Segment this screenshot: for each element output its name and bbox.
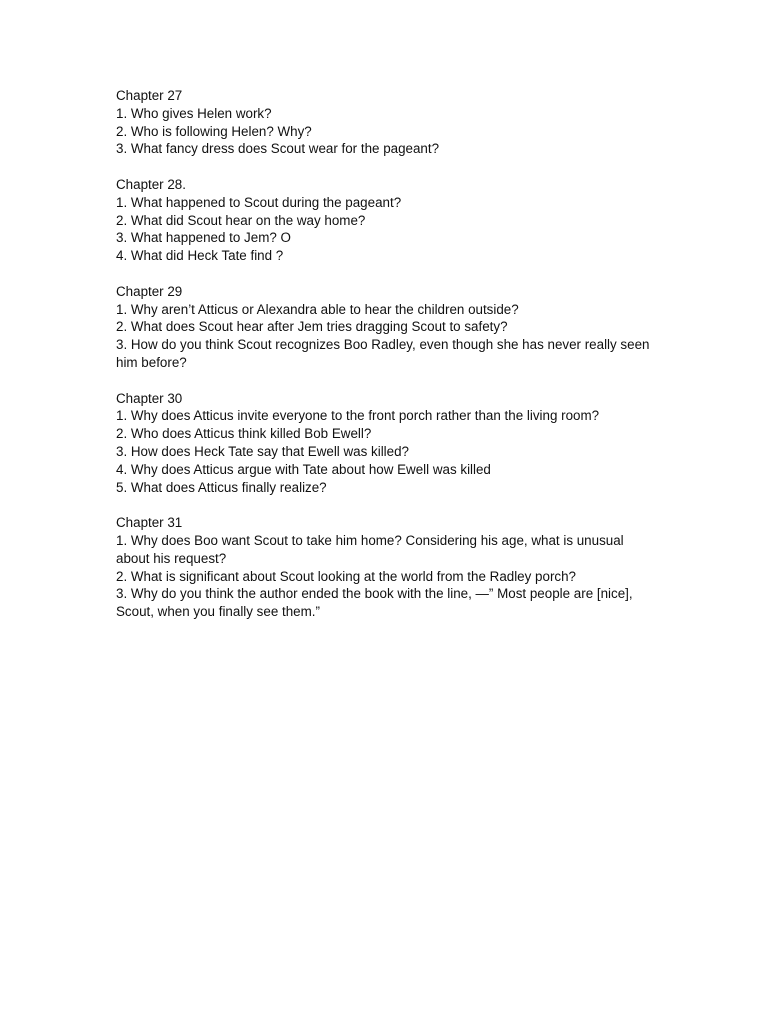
question-item: 2. What is significant about Scout looking at the world from the Radley porch? xyxy=(116,568,576,584)
section-heading: Chapter 30 xyxy=(116,390,183,406)
chapter-28-section xyxy=(116,176,656,265)
chapter-29-section xyxy=(116,283,656,372)
question-item: 2. What did Scout hear on the way home? xyxy=(116,212,366,228)
question-item: 2. Who is following Helen? Why? xyxy=(116,123,312,139)
chapter-30-section xyxy=(116,390,656,497)
question-item: 2. Who does Atticus think killed Bob Ewell? xyxy=(116,426,372,442)
section-heading: Chapter 27 xyxy=(116,88,183,103)
question-item: 3. What happened to Jem? O xyxy=(116,230,291,246)
question-item: 3. Why do you think the author ended the book with the line, —” Most people are [nice], Scout, when you finally see them.” xyxy=(116,586,633,620)
question-item: 1. What happened to Scout during the pageant? xyxy=(116,194,402,210)
question-item: 2. What does Scout hear after Jem tries dragging Scout to safety? xyxy=(116,319,508,335)
question-item: 4. What did Heck Tate find ? xyxy=(116,248,284,264)
question-item: 3. How do you think Scout recognizes Boo Radley, even though she has never really seen him before? xyxy=(116,337,650,370)
section-heading: Chapter 28. xyxy=(116,176,186,192)
section-heading: Chapter 29 xyxy=(116,283,183,299)
chapter-27-section xyxy=(116,87,656,158)
question-item: 1. Why does Boo want Scout to take him home? Considering his age, what is unusual about his request? xyxy=(116,532,624,566)
question-item: 1. Who gives Helen work? xyxy=(116,105,272,121)
document-body xyxy=(116,87,656,639)
question-item: 3. What fancy dress does Scout wear for the pageant? xyxy=(116,141,440,157)
section-heading: Chapter 31 xyxy=(116,515,183,531)
question-item: 3. How does Heck Tate say that Ewell was killed? xyxy=(116,443,409,459)
question-item: 5. What does Atticus finally realize? xyxy=(116,479,327,495)
question-item: 4. Why does Atticus argue with Tate about how Ewell was killed xyxy=(116,461,491,477)
question-item: 1. Why does Atticus invite everyone to the front porch rather than the living room? xyxy=(116,408,600,424)
chapter-31-section xyxy=(116,514,656,621)
question-item: 1. Why aren’t Atticus or Alexandra able to hear the children outside? xyxy=(116,301,519,317)
